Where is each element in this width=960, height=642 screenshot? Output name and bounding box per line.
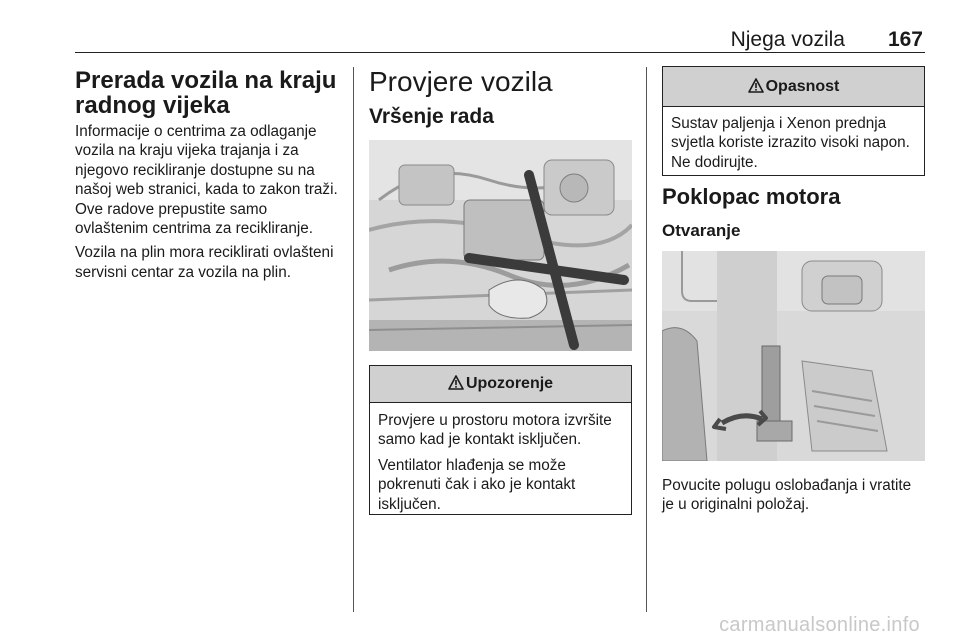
header-rule [75,52,925,53]
danger-label: Opasnost [765,78,840,95]
warning-label: Upozorenje [465,375,554,392]
bonnet-caption: Povucite polugu oslobađanja i vratite je u originalni položaj. [662,477,912,514]
bonnet-release-illustration [662,251,925,461]
danger-box [662,66,925,176]
section-title-bonnet: Poklopac motora [662,184,841,209]
column-1 [75,68,340,282]
column-separator-2 [646,67,647,612]
warning-triangle-icon [448,375,464,390]
page-number: 167 [887,28,923,51]
warning-header [370,366,631,403]
danger-header [663,67,924,107]
warning-paragraph-1: Provjere u prostoru motora izvršite samo kad je kontakt isključen. [378,412,612,449]
page-header [75,28,925,52]
danger-triangle-icon [748,78,764,93]
recycling-paragraph-2: Vozila na plin mora reciklirati ovlašteni servisni centar za vozila na plin. [75,244,334,281]
danger-paragraph: Sustav paljenja i Xenon prednja svjetla koriste izrazito visoki napon. Ne dodirujte. [671,115,910,171]
warning-body [370,403,631,514]
section-title-vehicle-checks: Provjere vozila [369,66,553,97]
warning-paragraph-2: Ventilator hlađenja se može pokrenuti čak i ako je kontakt isključen. [378,456,576,513]
column-separator-1 [353,67,354,612]
watermark-text: carmanualsonline.info [719,614,920,636]
recycling-paragraph-1: Informacije o centrima za odlaganje vozila na kraju vijeka trajanja i za njegovo recikliranje dostupne su na našoj web stranici, kada to zakon traži. Ove radove prepustite samo ovlaštenim centrima za recikliranje. [75,123,338,238]
subtitle-opening: Otvaranje [662,221,741,240]
engine-bay-illustration [369,140,632,351]
bonnet-caption-wrap [662,476,927,515]
section-heading-recycling: Prerada vozila na kraju radnog vijeka [75,67,337,119]
bonnet-section [662,184,925,241]
warning-box [369,365,632,515]
column-2 [369,66,634,129]
danger-body [663,107,924,172]
header-title: Njega vozila [730,28,845,51]
subtitle-performing-work: Vršenje rada [369,105,494,128]
